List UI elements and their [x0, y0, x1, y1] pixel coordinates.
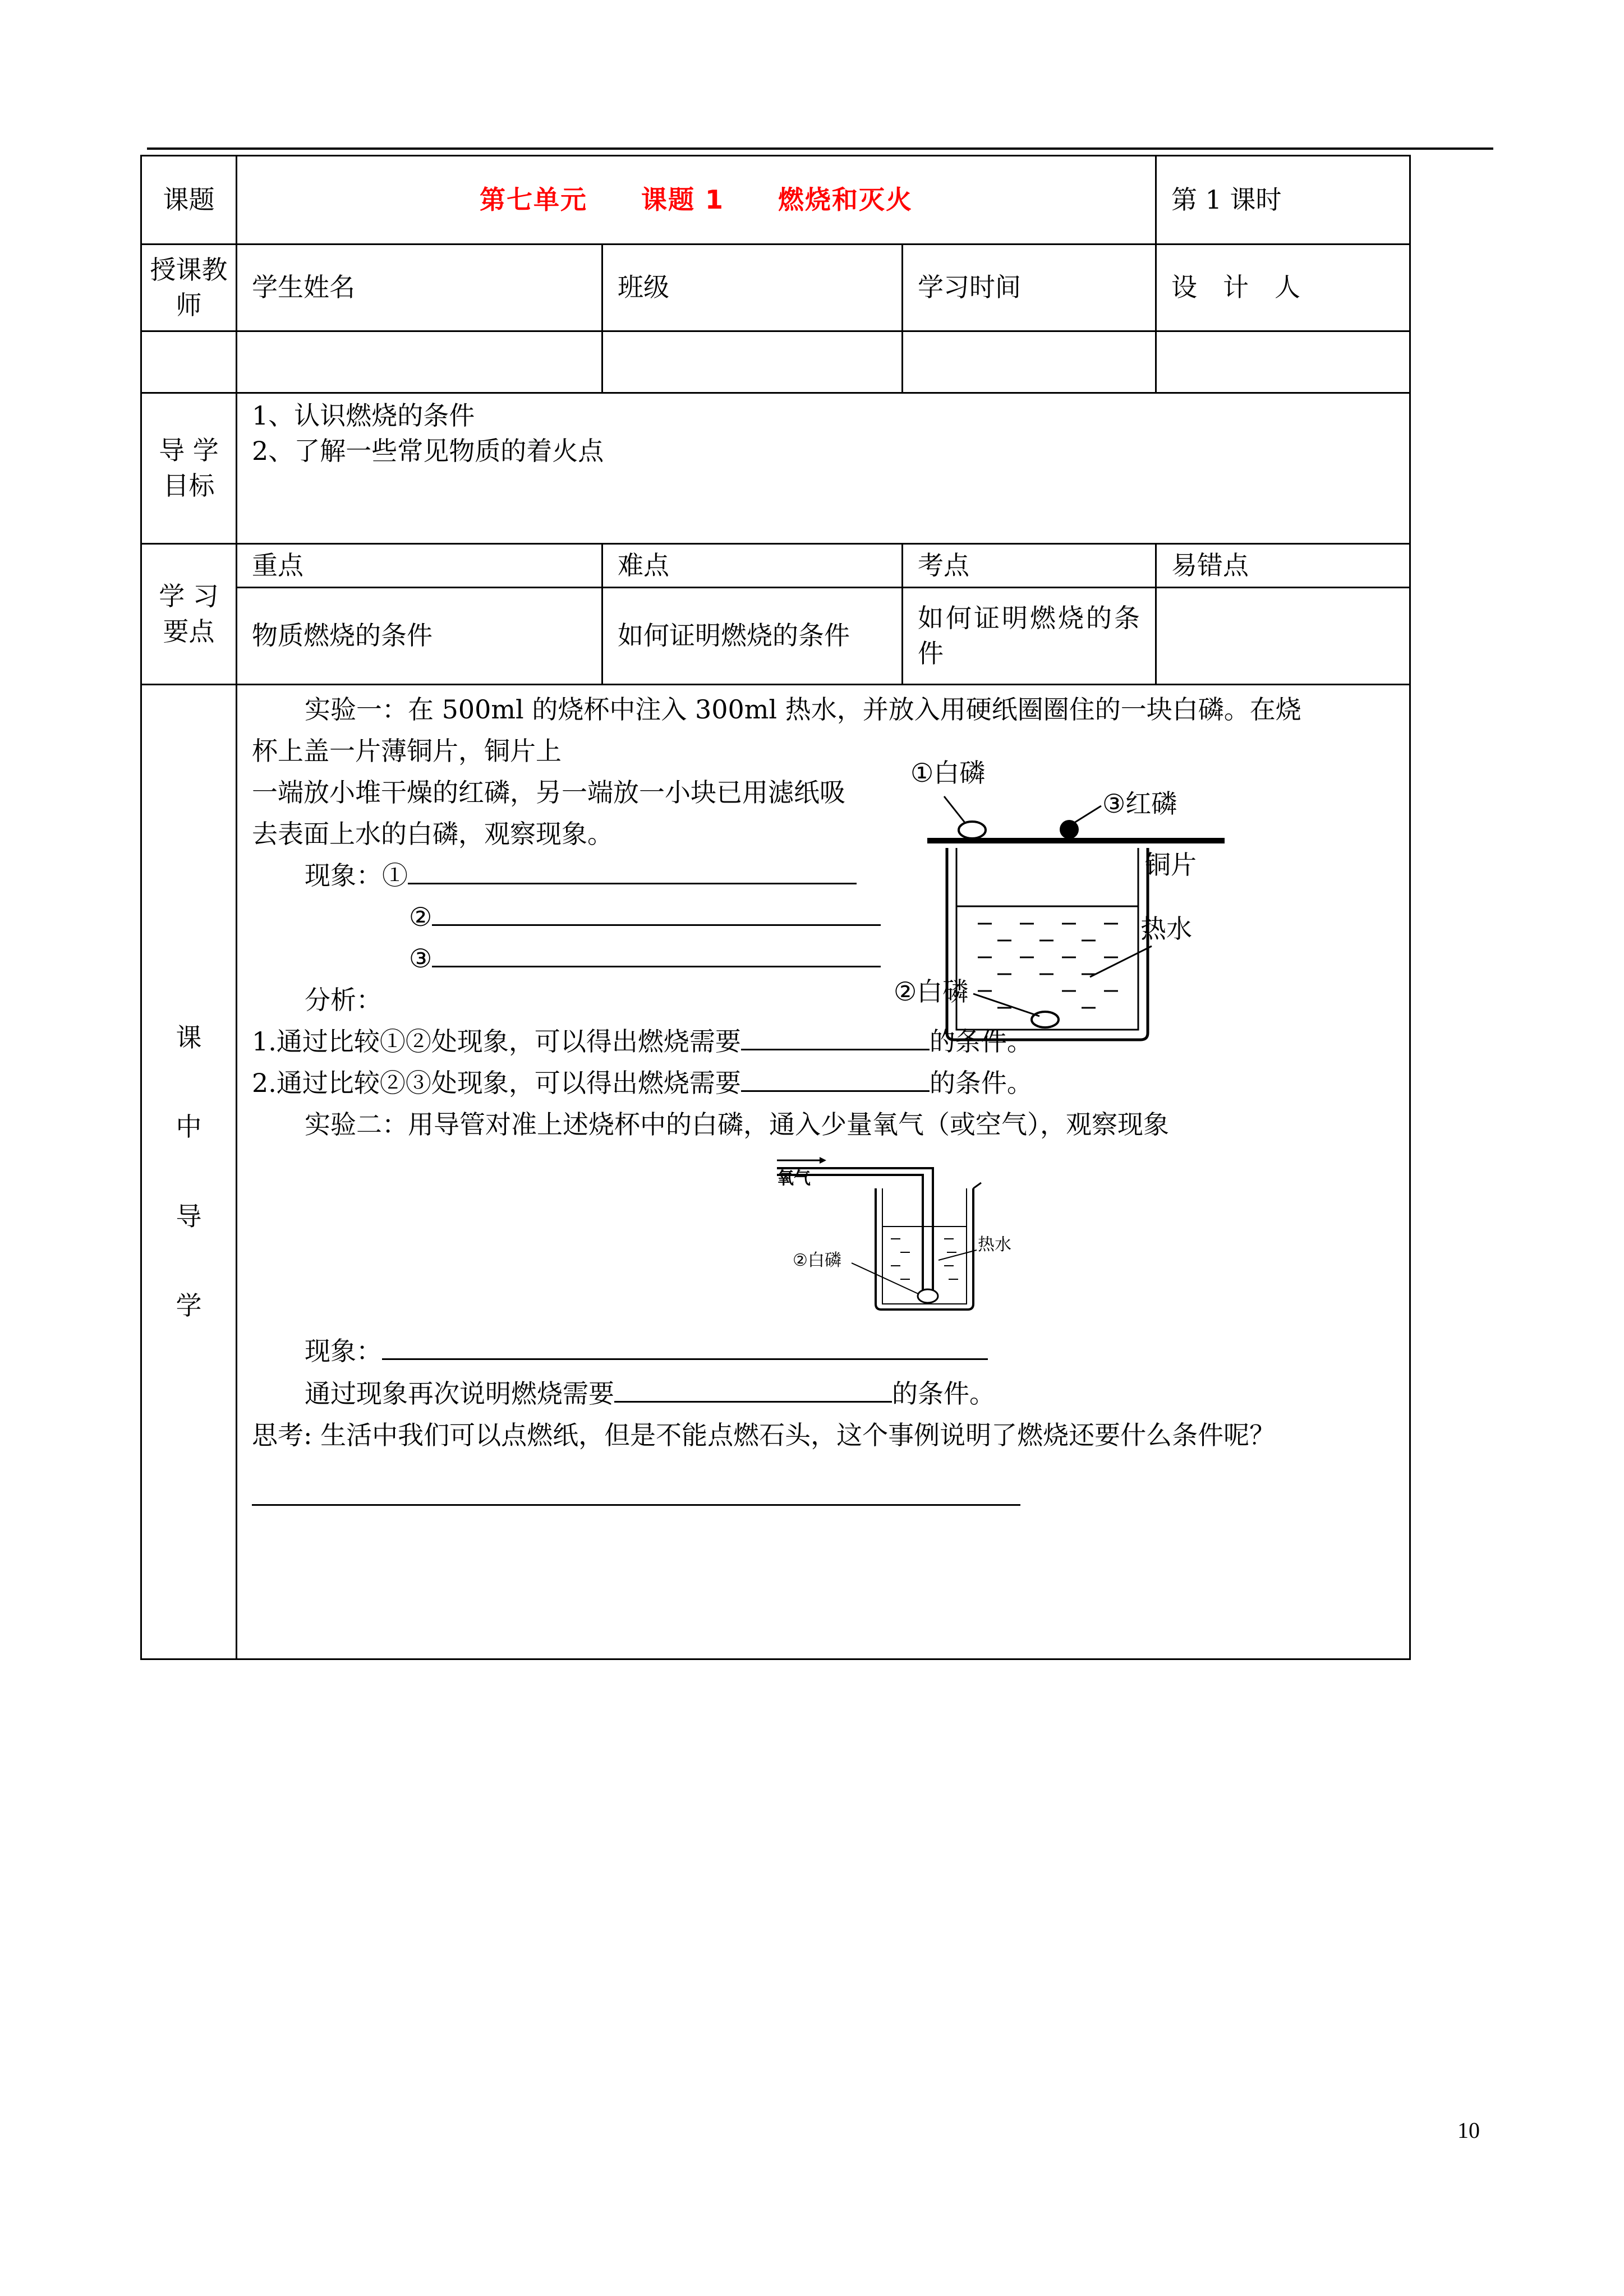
label-oxygen: 氧气 — [777, 1169, 811, 1188]
analysis-2-text: 2.通过比较②③处现象，可以得出燃烧需要 — [252, 1068, 741, 1098]
study-time-label: 学习时间 — [903, 245, 1156, 331]
exp2-phenomena-blank[interactable] — [382, 1354, 988, 1360]
blank-fill-row — [141, 331, 1410, 393]
info-row — [141, 245, 1410, 331]
exp1-line4: 去表面上水的白磷，观察现象。 — [252, 819, 613, 849]
student-name-field[interactable] — [237, 331, 602, 393]
header-row — [141, 156, 1410, 245]
exp2-conclusion-text: 通过现象再次说明燃烧需要 — [305, 1378, 614, 1409]
label-white-phosphorus-2: ②白磷 — [894, 976, 969, 1007]
think-question: 思考: 生活中我们可以点燃纸，但是不能点燃石头，这个事例说明了燃烧还要什么条件呢？ — [252, 1420, 1276, 1450]
exp2-conclusion-suffix: 的条件。 — [892, 1378, 995, 1409]
analysis-1-suffix: 的条件。 — [929, 1026, 1033, 1057]
class-label: 班级 — [602, 245, 903, 331]
lesson-label-char: 课 — [176, 1022, 202, 1053]
student-name-label: 学生姓名 — [237, 245, 602, 331]
class-field[interactable] — [602, 331, 903, 393]
label-hot-water: 热水 — [1140, 914, 1192, 944]
key-points-header-row — [141, 544, 1410, 588]
exp2-phenomena-label: 现象： — [305, 1336, 382, 1366]
lesson-row — [141, 685, 1410, 1659]
exp1-line2: 杯上盖一片薄铜片，铜片上 — [252, 736, 562, 766]
title-unit: 第七单元 — [479, 184, 587, 215]
top-rule — [147, 147, 1493, 150]
exp1-line3: 一端放小堆干燥的红磷，另一端放一小块已用滤纸吸 — [252, 777, 845, 808]
phenomena-1-blank[interactable] — [408, 878, 857, 884]
exp2-phenomena — [305, 1334, 988, 1369]
period-label: 第 1 课时 — [1156, 156, 1410, 245]
teacher-label: 授课教师 — [141, 245, 237, 331]
topic-label: 课题 — [141, 156, 237, 245]
figure-experiment-1 — [894, 753, 1253, 1044]
analysis-2 — [252, 1066, 1033, 1101]
title-name: 燃烧和灭火 — [778, 184, 913, 215]
goal-item: 2、了解一些常见物质的着火点 — [252, 436, 604, 467]
page-title — [237, 156, 1156, 245]
page-number: 10 — [1457, 2118, 1480, 2143]
analysis-1-text: 1.通过比较①②处现象，可以得出燃烧需要 — [252, 1026, 741, 1057]
key-points-label: 学 习要点 — [141, 544, 237, 685]
phenomena-2 — [409, 900, 881, 935]
lesson-label-char: 学 — [176, 1290, 202, 1321]
white-phosphorus-top-icon — [959, 822, 986, 838]
phenomena-label: 现象：① — [305, 860, 408, 891]
figure-experiment-2 — [770, 1154, 1062, 1322]
exp1-line1: 实验一：在 500ml 的烧杯中注入 300ml 热水，并放入用硬纸圈圈住的一块白磷。在烧 — [305, 694, 1301, 725]
label-copper-plate: 铜片 — [1145, 850, 1197, 880]
key-points-value-row — [141, 588, 1410, 685]
key-header-focus: 重点 — [237, 544, 602, 588]
phenomena-3 — [409, 941, 881, 976]
label-hot-water: 热水 — [978, 1235, 1011, 1255]
exp2-text: 实验二：用导管对准上述烧杯中的白磷，通入少量氧气（或空气），观察现象 — [305, 1109, 1169, 1140]
designer-label: 设 计 人 — [1156, 245, 1410, 331]
lesson-plan-table — [140, 155, 1411, 1660]
exp2-conclusion — [305, 1376, 995, 1412]
key-value-exam: 如何证明燃烧的条件 — [903, 588, 1156, 685]
study-time-field[interactable] — [903, 331, 1156, 393]
lesson-label-char: 中 — [176, 1112, 202, 1142]
key-header-difficulty: 难点 — [602, 544, 903, 588]
analysis-1-blank[interactable] — [741, 1044, 930, 1050]
key-value-focus: 物质燃烧的条件 — [237, 588, 602, 685]
analysis-2-suffix: 的条件。 — [929, 1068, 1033, 1098]
blank-cell — [141, 331, 237, 393]
analysis-label: 分析： — [305, 985, 382, 1015]
think-answer-line[interactable] — [252, 1504, 1020, 1506]
designer-field[interactable] — [1156, 331, 1410, 393]
key-value-error — [1156, 588, 1410, 685]
lesson-label-cell — [141, 685, 237, 1659]
label-white-phosphorus-1: ①白磷 — [910, 758, 986, 788]
phenomena-3-marker: ③ — [409, 943, 433, 974]
goals-row — [141, 393, 1410, 544]
lesson-content — [237, 685, 1410, 1659]
phenomena-2-blank[interactable] — [432, 920, 881, 926]
phenomena-3-blank[interactable] — [432, 961, 881, 967]
phenomena-1 — [305, 858, 857, 893]
red-phosphorus-icon — [1060, 820, 1079, 839]
goals-cell — [237, 393, 1410, 544]
key-header-exam: 考点 — [903, 544, 1156, 588]
goal-item: 1、认识燃烧的条件 — [252, 400, 475, 431]
analysis-2-blank[interactable] — [741, 1086, 930, 1092]
label-white-phosphorus: ②白磷 — [793, 1251, 841, 1270]
lesson-label — [146, 1020, 231, 1324]
title-lesson: 课题 1 — [641, 184, 725, 215]
phenomena-2-marker: ② — [409, 902, 433, 932]
label-red-phosphorus: ③红磷 — [1102, 789, 1177, 819]
key-value-difficulty: 如何证明燃烧的条件 — [602, 588, 903, 685]
lesson-label-char: 导 — [176, 1201, 202, 1232]
key-header-error: 易错点 — [1156, 544, 1410, 588]
white-phosphorus-icon — [918, 1289, 938, 1303]
exp2-conclusion-blank[interactable] — [614, 1396, 892, 1403]
goals-label: 导 学目标 — [141, 393, 237, 544]
